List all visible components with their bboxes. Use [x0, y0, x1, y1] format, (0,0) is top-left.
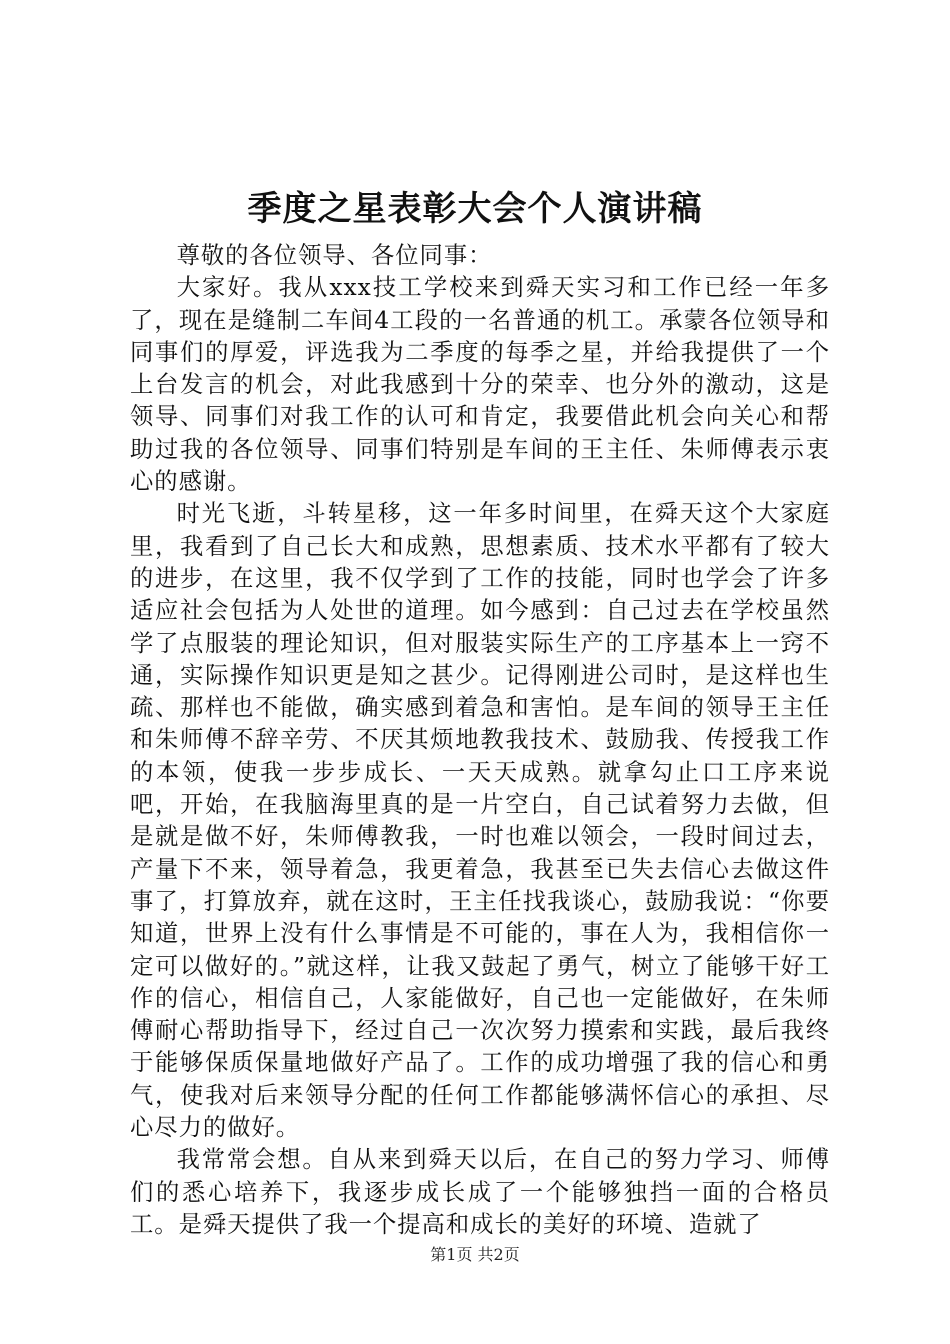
paragraph-2: 时光飞逝，斗转星移，这一年多时间里，在舜天这个大家庭里，我看到了自己长大和成熟，思想素质、技术水平都有了较大的进步，在这里，我不仅学到了工作的技能，同时也学会了许多适应社会包括为人处世的道理。如今感到：自己过去在学校虽然学了点服装的理论知识，但对服装实际生产的工序基本上一窍不通，实际操作知识更是知之甚少。记得刚进公司时，是这样也生疏、那样也不能做，确实感到着急和害怕。是车间的领导王主任和朱师傅不辞辛劳、不厌其烦地教我技术、鼓励我、传授我工作的本领，使我一步步成长、一天天成熟。就拿勾止口工序来说吧，开始，在我脑海里真的是一片空白，自己试着努力去做，但是就是做不好，朱师傅教我，一时也难以领会，一段时间过去，产量下不来，领导着急，我更着急，我甚至已失去信心去做这件事了，打算放弃，就在这时，王主任找我谈心，鼓励我说：“你要知道，世界上没有什么事情是不可能的，事在人为，我相信你一定可以做好的。”就这样，让我又鼓起了勇气，树立了能够干好工作的信心，相信自己，人家能做好，自己也一定能做好，在朱师傅耐心帮助指导下，经过自己一次次努力摸索和实践，最后我终于能够保质保量地做好产品了。工作的成功增强了我的信心和勇气，使我对后来领导分配的任何工作都能够满怀信心的承担、尽心尽力的做好。	[130, 500, 830, 1142]
salutation: 尊敬的各位领导、各位同事：	[176, 242, 493, 269]
paragraph-1: 大家好。我从xxx技工学校来到舜天实习和工作已经一年多了，现在是缝制二车间4工段的一名普通的机工。承蒙各位领导和同事们的厚爱，评选我为二季度的每季之星，并给我提供了一个上台发言的机会，对此我感到十分的荣幸、也分外的激动，这是领导、同事们对我工作的认可和肯定，我要借此机会向关心和帮助过我的各位领导、同事们特别是车间的王主任、朱师傅表示衷心的感谢。	[130, 274, 830, 496]
document-title: 季度之星表彰大会个人演讲稿	[247, 189, 703, 229]
paragraph-3: 我常常会想。自从来到舜天以后，在自己的努力学习、师傅们的悉心培养下，我逐步成长成了一个能够独挡一面的合格员工。是舜天提供了我一个提高和成长的美好的环境、造就了	[130, 1146, 830, 1238]
document-body	[130, 240, 830, 1241]
page-number-footer: 第1页 共2页	[430, 1245, 520, 1264]
